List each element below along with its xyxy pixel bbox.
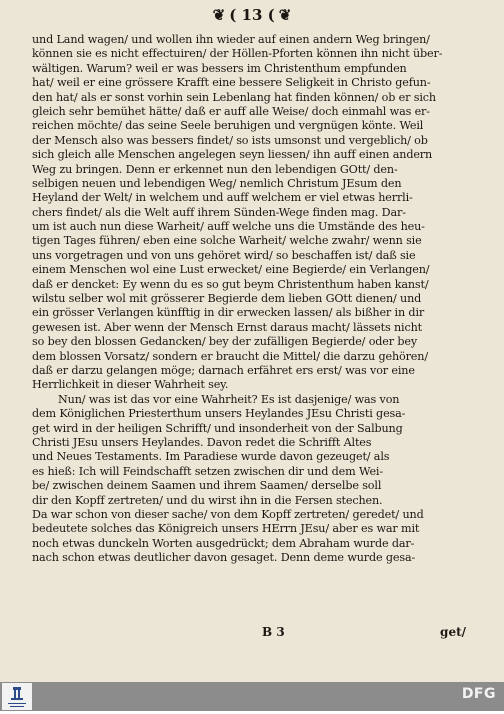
signature-mark: B 3 (262, 625, 285, 639)
text-line: uns vorgetragen und von uns gehöret wird/ so beschaffen ist/ daß sie (32, 248, 416, 262)
text-line: dir den Kopff zertreten/ und du wirst ihn in die Fersen stechen. (32, 493, 383, 507)
text-line: bedeutete solches das Königreich unsers HErrn JEsu/ aber es war mit (32, 522, 420, 536)
text-line: be/ zwischen deinem Saamen und ihrem Saamen/ derselbe soll (32, 479, 382, 493)
text-line: selbigen neuen und lebendigen Weg/ nemlich Christum JEsum den (32, 176, 402, 190)
ornament-icon: ❦ (278, 6, 292, 24)
text-line: und Neues Testaments. Im Paradiese wurde davon gezeuget/ als (32, 450, 390, 464)
text-line: gewesen ist. Aber wenn der Mensch Ernst daraus macht/ lässets nicht (32, 320, 422, 334)
text-line: ein grösser Verlangen künfftig in dir erwecken lassen/ als bißher in dir (32, 306, 425, 320)
text-line: Da war schon von dieser sache/ von dem Kopff zertreten/ geredet/ und (32, 507, 424, 521)
text-line: der Mensch also was bessers findet/ so ists umsonst und vergeblich/ ob (32, 133, 428, 147)
text-line: es hieß: Ich will Feindschafft setzen zwischen dir und dem Wei- (32, 464, 383, 478)
text-line: reichen möchte/ das seine Seele beruhigen und vergnügen könte. Weil (32, 119, 424, 133)
body-text (32, 33, 468, 565)
dfg-logo: DFG (461, 686, 496, 702)
text-line: dem Königlichen Priesterthum unsers Heylandes JEsu Christi gesa- (32, 407, 406, 421)
text-line: sich gleich alle Menschen angelegen seyn liessen/ ihn auff einen andern (32, 148, 433, 162)
text-line: Christi JEsu unsers Heylandes. Davon redet die Schrifft Altes (32, 435, 372, 449)
text-line: den hat/ als er sonst vorhin sein Lebenlang hat finden können/ ob er sich (32, 90, 436, 104)
text-line: so bey den blossen Gedancken/ bey der zufälligen Begierde/ oder bey (32, 335, 418, 349)
text-line: daß er dencket: Ey wenn du es so gut beym Christenthum haben kanst/ (32, 277, 429, 291)
text-line: und Land wagen/ und wollen ihn wieder auf einen andern Weg bringen/ (32, 33, 430, 46)
ornament-icon: ❦ (212, 6, 226, 24)
text-line: gleich sehr bemühet hätte/ daß er auff alle Weise/ doch einmahl was er- (32, 104, 430, 118)
text-line: nach schon etwas deutlicher davon gesaget. Denn deme wurde gesa- (32, 551, 416, 565)
text-line: dem blossen Vorsatz/ sondern er braucht die Mittel/ die darzu gehören/ (32, 349, 428, 363)
text-line: wilstu selber wol mit grösserer Begierde dem lieben GOtt dienen/ und (32, 292, 422, 306)
page-number (0, 6, 504, 24)
text-line: noch etwas dunckeln Worten ausgedrückt; dem Abraham wurde dar- (32, 536, 415, 550)
text-line: einem Menschen wol eine Lust erwecket/ eine Begierde/ ein Verlangen/ (32, 263, 430, 277)
library-logo-icon (2, 683, 32, 710)
catchword: get/ (440, 625, 466, 639)
text-line: Nun/ was ist das vor eine Wahrheit? Es ist dasjenige/ was von (58, 392, 400, 406)
text-line: hat/ weil er eine grössere Krafft eine bessere Seligkeit in Christo gefun- (32, 76, 431, 90)
page-footer (32, 625, 468, 641)
text-line: tigen Tages führen/ eben eine solche Warheit/ welche zwahr/ wenn sie (32, 234, 422, 248)
text-line: Herrlichkeit in dieser Wahrheit sey. (32, 378, 229, 392)
text-line: chers findet/ als die Welt auff ihrem Sünden-Wege finden mag. Dar- (32, 205, 406, 219)
viewer-bottom-bar (0, 682, 504, 711)
text-line: wältigen. Warum? weil er was bessers im Christenthum empfunden (32, 61, 407, 75)
text-line: Heyland der Welt/ in welchem und auff welchem er viel etwas herrli- (32, 191, 413, 205)
text-line: um ist auch nun diese Warheit/ auff welche uns die Umstände des heu- (32, 220, 425, 234)
text-line: Weg zu bringen. Denn er erkennet nun den lebendigen GOtt/ den- (32, 162, 398, 176)
text-line: daß er darzu gelangen möge; darnach erfähret ers erst/ was vor eine (32, 363, 415, 377)
text-line: können sie es nicht effectuiren/ der Höllen-Pforten können ihn nicht über- (32, 47, 443, 61)
text-line: get wird in der heiligen Schrifft/ und insonderheit von der Salbung (32, 421, 403, 435)
page-number-text: ( 13 ( (229, 6, 275, 24)
